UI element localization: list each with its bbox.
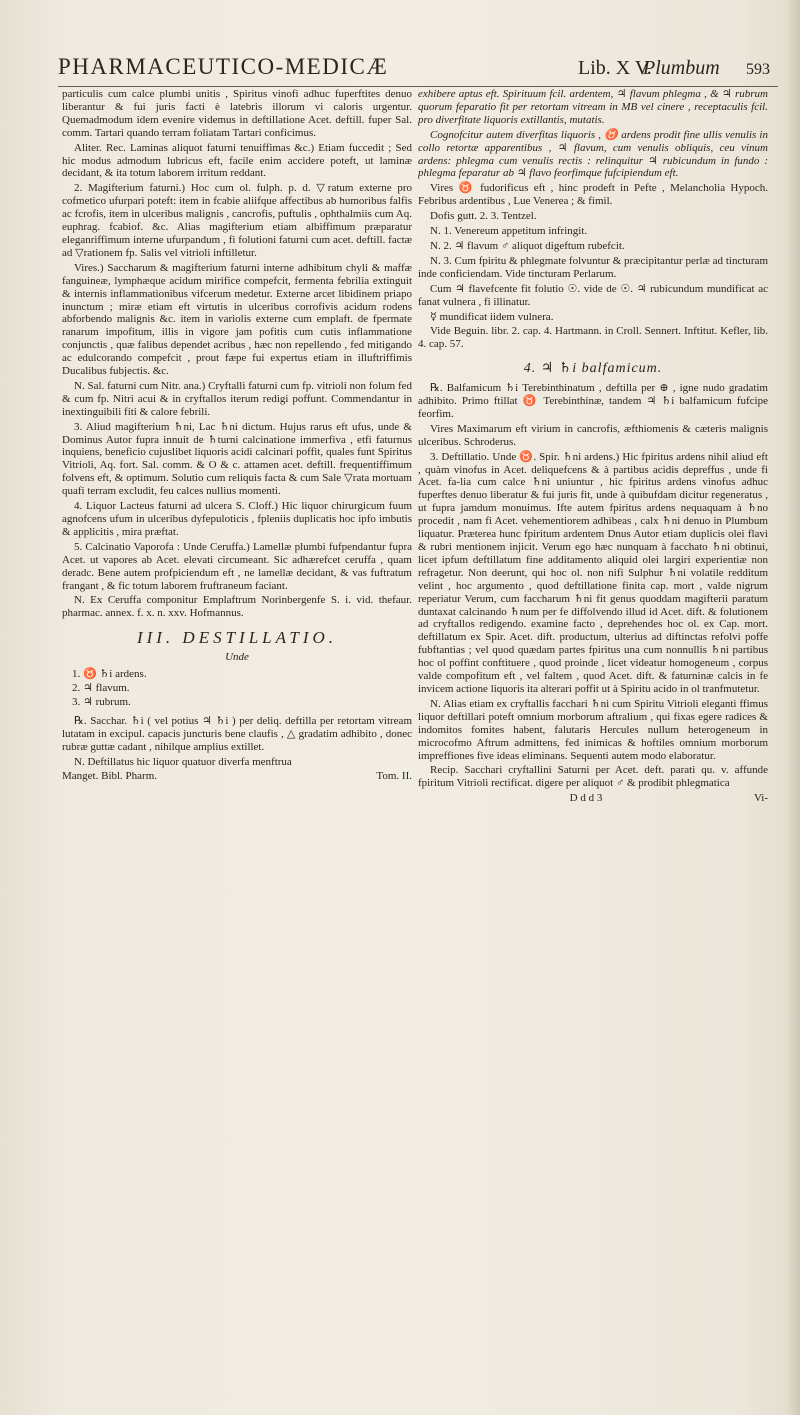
paragraph: Cum ♃ flavefcente fit folutio ☉. vide de ☉. ♃ rubicundum mundificat ac fanat vulnera , fi illinatur. xyxy=(418,282,768,308)
paragraph: N. Ex Ceruffa componitur Emplaftrum Norinbergenfe S. i. vid. thefaur. pharmac. annex. f. x. n. xxv. Hofmannus. xyxy=(62,594,412,620)
paragraph: Aliter. Rec. Laminas aliquot faturni tenuiffimas &c.) Etiam fuccedit ; Sed hic modus admodum lubricus eft, facile enim accidere poteft, ut laminæ decidant, & ita totum laborem irritum reddant. xyxy=(62,141,412,180)
left-column xyxy=(62,88,412,1388)
footer-line xyxy=(418,792,768,805)
header-runner: Plumbum xyxy=(643,57,720,79)
paper-edge-shadow xyxy=(786,0,800,1415)
paragraph: N. Sal. faturni cum Nitr. ana.) Cryftalli faturni cum fp. vitrioli non folum fed & cum fp. Nitri acui & in cryftallos iterum redigi poffunt. Commendantur in inextinguibili fiti & calore febrili. xyxy=(62,379,412,418)
footer-volume: Tom. II. xyxy=(376,770,412,783)
running-header xyxy=(58,50,778,87)
section-subtitle: Unde xyxy=(225,651,249,664)
paragraph: ☿ mundificat iidem vulnera. xyxy=(430,310,554,323)
paragraph: ℞. Balfamicum ♄i Terebinthinatum , deftilla per ⊕ , igne nudo gradatim adhibito. Primo ftillat ♉ Terebinthinæ, tandem ♃ ♄i balfamicum fufcipe feorfim. xyxy=(418,382,768,420)
section-title: 4. ♃ ♄i balfamicum. xyxy=(523,361,663,377)
paragraph: Dofis gutt. 2. 3. Tentzel. xyxy=(430,210,537,223)
list-item: 3. ♃ rubrum. xyxy=(72,695,131,708)
paragraph: particulis cum calce plumbi unitis , Spiritus vinofi adhuc fuperftites denuo liberantur & fui juris facti è latebris illorum vi caloris urgentur. Quemadmodum idem evenire videmus in deftillatione Acet. deftill. fuper Sal. comm. Tartari quando terram foliatam Tartari conficimus. xyxy=(62,88,412,139)
paragraph: N. 2. ♃ flavum ♂ aliquot digeftum rubefcit. xyxy=(430,239,625,252)
paragraph: 4. Liquor Lacteus faturni ad ulcera S. Cloff.) Hic liquor chirurgicum fuum agnofcens ufum in ulceribus dyfepuloticis , fpleniis duplicatis hoc ipfo imbutis & applicitis , mira præftat. xyxy=(62,500,412,538)
paragraph: 2. Magifterium faturni.) Hoc cum ol. fulph. p. d. ▽ratum externe pro cofmetico ufurpari poteft: item in fcabie aliifque affectibus ab humoribus falfis ac fcrofis, item in ulceribus malignis , cancrofis, puftulis , ophthalmiis cum Aq. euphrag. fcabiof. &c. Alias magifterium etiam albiffimum præparatur eleganriffimum interne ufurpandum , fi folutioni faturni cum acet. deftill. factæ ad ▽rationem fp. Salis vel vitrioli inftilletur. xyxy=(62,182,412,259)
right-column xyxy=(418,88,768,1388)
paragraph: 3. Aliud magifterium ♄ni, Lac ♄ni dictum. Hujus rarus eft ufus, unde & Dominus Autor fupra innuit de ♄turni calcinatione immerfiva , etfi faturnus inquiens, beneficio cujuslibet liquoris acidi calcinari poffit, quales funt Spiritus Vitrioli, Aq. fort. Sal. comm. & O & c. attamen acet. deftill. frequentiffimum folvens eft, & optimum. Solutio cum reliquis facta & cum Sale ▽rata mortuam quafi terram excludit, feu calces nullius momenti. xyxy=(62,420,412,498)
catchword: Vi- xyxy=(753,792,768,805)
paragraph: ℞. Sacchar. ♄i ( vel potius ♃ ♄i ) per deliq. deftilla per retortam vitream lutatam in excipul. capacis juncturis bene claufis , △ gradatim adhibito , donec rubræ guttæ cadant , nihilque amplius extillet. xyxy=(62,714,412,753)
signature-mark: D d d 3 xyxy=(569,792,603,805)
header-book: Lib. X V. xyxy=(578,57,652,79)
paragraph: 3. Deftillatio. Unde ♉. Spir. ♄ni ardens.) Hic fpiritus ardens nihil aliud eft , quàm vinofus in Acet. deliquefcens & à partibus acidis depreffus , unde fi Acet. fa-lia cum calce ♄ni uniuntur , hic fpiritus ardens vinofus adhuc fuperftes denuo liberatur & fui juris fit, unde à quibufdam dicitur regeneratus , ut fupra jamdum monuimus. Ifte autem fpiritus ardens nequaquam à ♄no procedit , nam fi Acet. vehementiorem adhibeas , calx ♄ni denuo in Plumbum liquatur. Præterea hunc fpiritum ardentem Dnus Autor etiam duplicis olei flavi & rubri mentionem injicit. Verum ego hæc nunquam à facchato ♄ni obtinui, licet ipfum deftillatum fine additamento aliquid olei largiri experientiæ non refragetur. Non deerunt, qui hoc ol. non nifi Sulphur ♄ni volatile redditum velint , hoc argumento , quod deftillatione finita cap. mort , valde nigrum reperiatur Verum, cum faccharum ♄ni fit genus quoddam magifterii paratum duntaxat calcinando ♄num per fe diffolvendo illud id Acet. dift. & folutionem ad cryftallos redigendo. examine facto , deprehendes hoc ol. ex Cap. mort. deftillatum ex Spir. Acet. dift. productum, ulterius ad diftinctas refolvi poffe fubftantias ; vel quod quædam partes fpiritus una cum nonnullis ♄ni partibus hoc ol poffint conftituere , quod proinde , licet videatur homogeneum , corpus valde compofitum eft , vel faltem , quod Acet. dift. & faturninæ calcis in fe invicem actione liquoris ita alterari poffit ut à Spiritu acido in ol tranfmutetur. xyxy=(418,450,768,695)
paragraph: Cognofcitur autem diverfitas liquoris , ♉ ardens prodit fine ullis venulis in collo retortæ apparentibus , ♃ flavum, cum venulis obliquis, ceu vinum ardens: phlegma cum venulis rectis : relinquitur ♃ rubicundum in fundo : phlegma feparatur ab ♃ flavo feorfimque fufcipiendum eft. xyxy=(418,128,768,180)
footer-line xyxy=(62,770,412,783)
header-title: PHARMACEUTICO-MEDICÆ xyxy=(58,54,389,79)
paragraph: exhibere aptus eft. Spirituum fcil. ardentem, ♃ flavum phlegma , & ♃ rubrum quorum feparatio fit per retortam vitream in MB vel cinere , receptaculis fcil. pro diverfitate liquoris extillantis, mutatis. xyxy=(418,88,768,126)
paragraph: N. 3. Cum fpiritu & phlegmate folvuntur & præcipitantur perlæ ad tincturam inde conficiendam. Vide tincturam Perlarum. xyxy=(418,254,768,280)
list-item: 2. ♃ flavum. xyxy=(72,681,130,694)
paragraph: N. Alias etiam ex cryftallis facchari ♄ni cum Spiritu Vitrioli eleganti ffimus liquor deftillari poteft omnium morborum aftralium , qui fixas egere radices & indomitos fomites habent, falutaris Hercules nullum heterogeneum in microcofmo Aftrum admittens, fed inimicas & hoftiles omnium morborum impreffiones five ideas eliminans. Sequenti autem modo elaboratur. xyxy=(418,697,768,762)
paragraph: Vires.) Saccharum & magifterium faturni interne adhibitum chyli & maffæ fanguineæ, lymphæque acidum mirifice compefcit, fermenta febrilia extinguit & internis inflammationibus vifcerum medetur. Externe arcet libidinem priapo inunctum ; miræ etiam eft virtutis in ulceribus corrofivis acidum rodens abforbendo malignis &c. item in variolis externe cum emplaft. de fpermate ranarum impofitum, illis in vigore jam pofitis cum cutis inflammatione conjunctis , quæ falibus dependet acribus , hæc non repellendo , fed mitigando ac edulcorando compefcit , prout fæpe fui expertus etiam in illuftriffimis Ducalibus fubjectis. &c. xyxy=(62,261,412,378)
section-title: III. DESTILLATIO. xyxy=(136,628,338,648)
paragraph: N. 1. Venereum appetitum infringit. xyxy=(430,225,588,238)
paragraph: 5. Calcinatio Vaporofa : Unde Ceruffa.) Lamellæ plumbi fufpendantur fupra Acet. ut vapores ab Acet. elevati circumeant. Sic adhærefcet ceruffa , quam deradc. Bene autem profpiciendum eft , ne lamellæ decidant, & vas fuftratum frangant , & fic totum laborem fruftraneum faciant. xyxy=(62,540,412,592)
product-list xyxy=(62,668,412,709)
paragraph: Vide Beguin. libr. 2. cap. 4. Hartmann. in Croll. Sennert. Inftitut. Kefler, lib. 4. cap. 57. xyxy=(418,325,768,351)
paragraph: N. Deftillatus hic liquor quatuor diverfa menftrua xyxy=(74,755,292,768)
paragraph: Vires ♉ fudorificus eft , hinc prodeft in Pefte , Melancholia Hypoch. Febribus ardentibus , Lue Venerea ; & fimil. xyxy=(418,182,768,208)
page-number: 593 xyxy=(746,61,770,78)
list-item: 1. ♉ ♄i ardens. xyxy=(72,668,147,681)
footer-source: Manget. Bibl. Pharm. xyxy=(62,770,158,783)
paragraph: Recip. Sacchari cryftallini Saturni per Acet. deft. parati qu. v. affunde fpiritum Vitrioli rectificat. digere per aliquot ♂ & prodibit phlegmatica xyxy=(418,764,768,790)
paragraph: Vires Maximarum eft virium in cancrofis, æfthiomenis & cæteris malignis ulceribus. Schroderus. xyxy=(418,422,768,448)
